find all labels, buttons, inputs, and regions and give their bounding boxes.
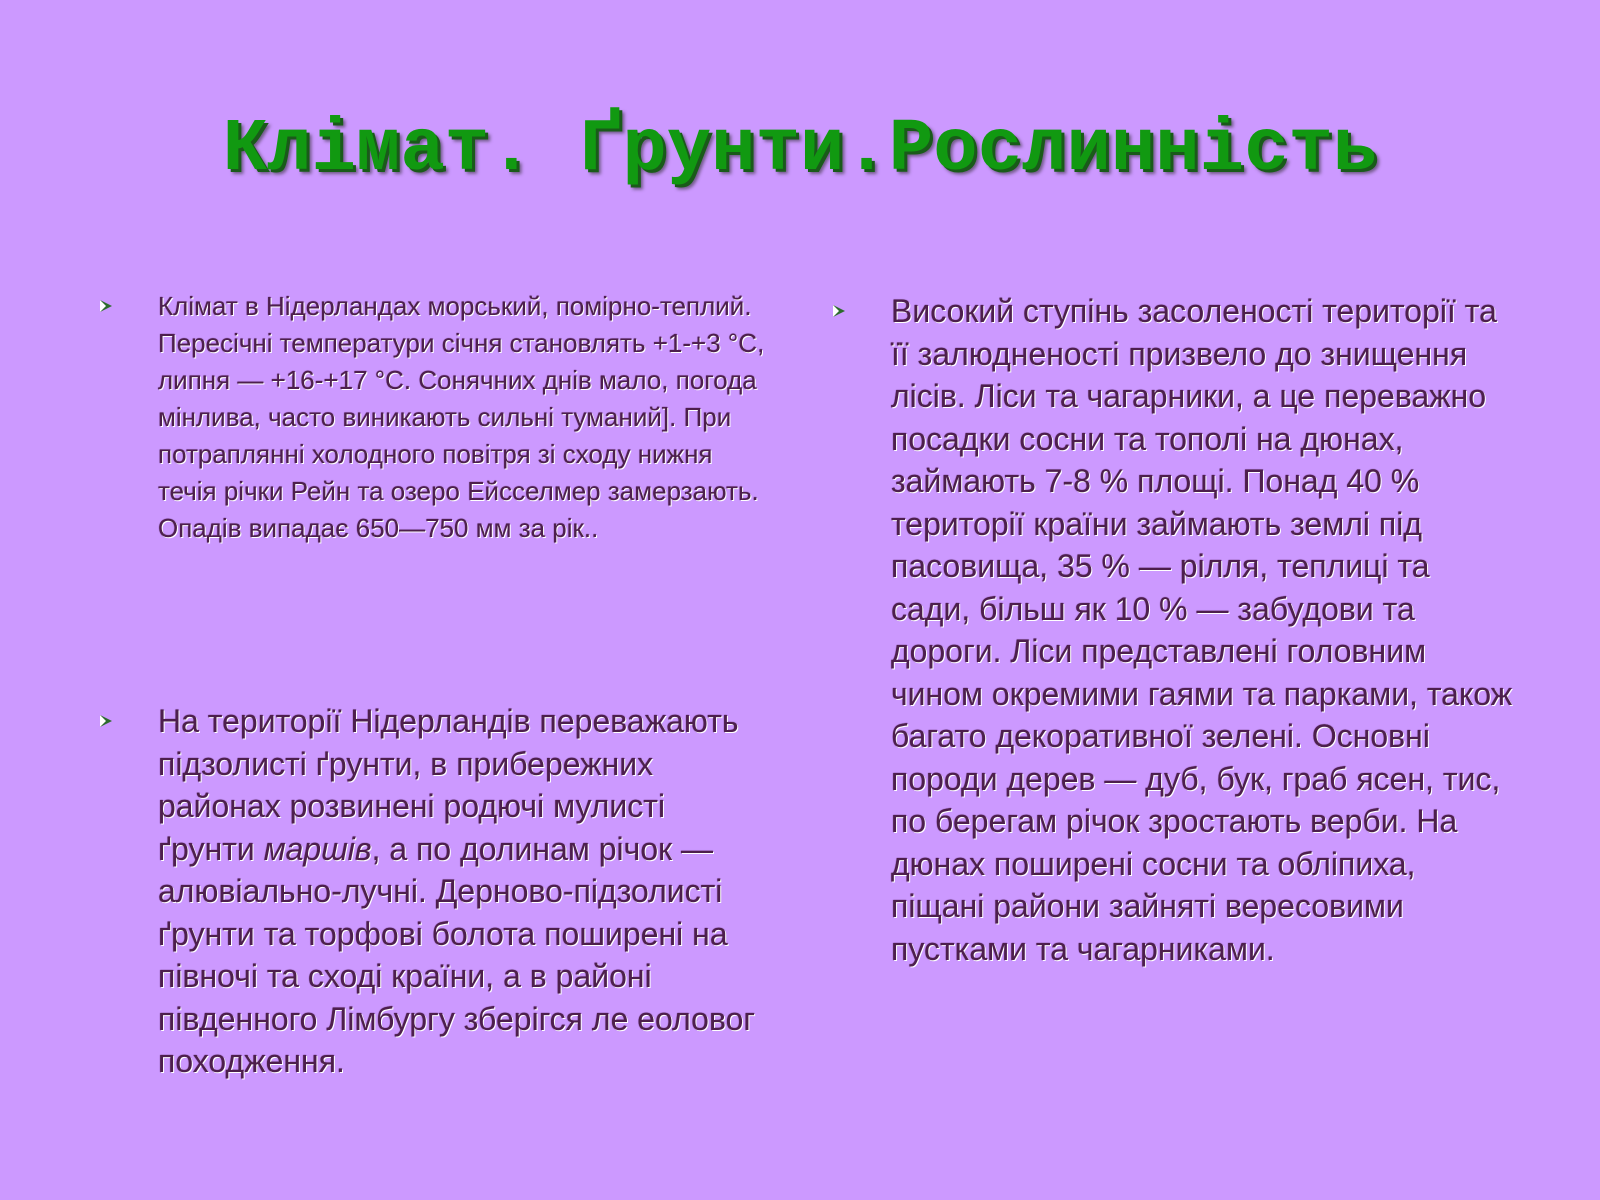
- bullet-soils: [100, 700, 770, 1083]
- arrow-bullet-icon: [100, 300, 112, 312]
- bullet-soils-text-part2: , а по долинам річок — алювіально-лучні. Дерново-підзолисті ґрунти та торфові болота поширені на півночі та сході країни, а в районі південного Лімбургу зберігся ле еоловог походження.: [158, 830, 756, 1079]
- arrow-bullet-icon: [100, 715, 112, 727]
- bullet-climate: [100, 288, 770, 547]
- bullet-soils-text-part1: На території Нідерландів переважають підзолисті ґрунти, в прибережних районах розвинені родючі мулисті ґрунти: [158, 703, 739, 867]
- arrow-bullet-icon: [833, 305, 845, 317]
- bullet-soils-text-italic: маршів: [263, 830, 372, 867]
- bullet-vegetation: [833, 290, 1513, 970]
- slide-title: Клімат. Ґрунти.Рослинність: [222, 108, 1378, 192]
- bullet-soils-text: [158, 700, 770, 1083]
- bullet-vegetation-text: Високий ступінь засоленості території та її залюдненості призвело до знищення лісів. Ліси та чагарники, а це переважно посадки сосни та тополі на дюнах, займають 7-8 % площі. Понад 40 % території країни займають землі під пасовища, 35 % — рілля, теплиці та сади, більш як 10 % — забудови та дороги. Ліси представлені головним чином окремими гаями та парками, також багато декоративної зелені. Основні породи дерев — дуб, бук, граб ясен, тис, по берегам річок зростають верби. На дюнах поширені сосни та обліпиха, піщані райони зайняті вересовими пустками та чагарниками.: [891, 293, 1513, 967]
- bullet-climate-text: Клімат в Нідерландах морський, помірно-теплий. Пересічні температури січня становлять +1-+3 °C, липня — +16-+17 °C. Сонячних днів мало, погода мінлива, часто виникають сильні туманий]. При потраплянні холодного повітря зі сходу нижня течія річки Рейн та озеро Ейсселмер замерзають. Опадів випадає 650—750 мм за рік..: [158, 291, 765, 543]
